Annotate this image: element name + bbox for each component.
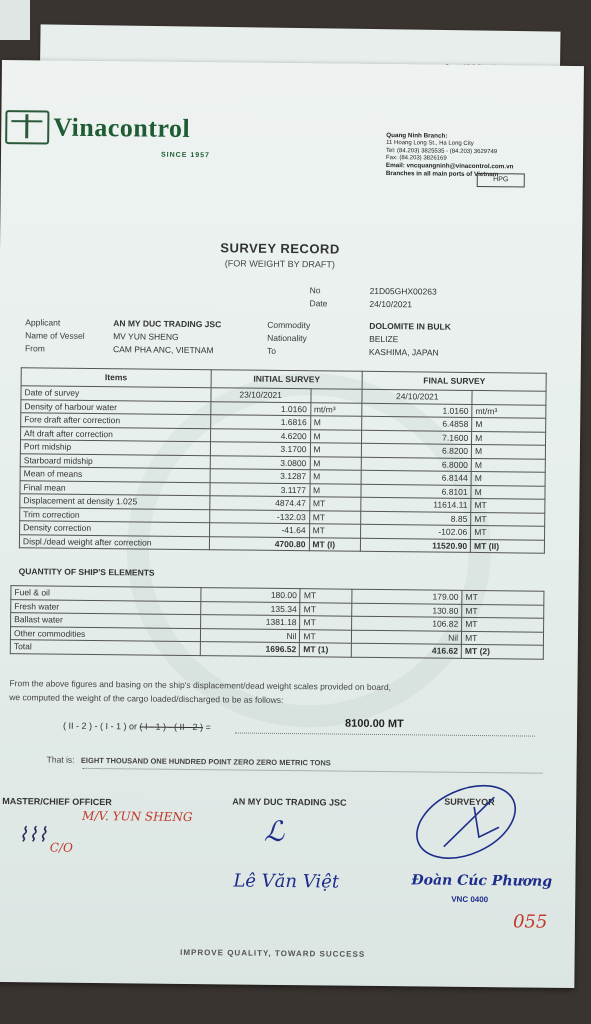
applicant-value: AN MY DUC TRADING JSC	[113, 318, 222, 330]
cell-final-value: 6.8144	[361, 470, 471, 485]
cell-item: Other commodities	[10, 626, 200, 641]
cell-final-unit: M	[471, 444, 545, 458]
margin-note: 055	[512, 911, 548, 933]
applicant-signature-label: AN MY DUC TRADING JSC	[232, 796, 347, 808]
cell-initial-unit: MT (1)	[300, 643, 352, 657]
cell-final-unit: M	[472, 431, 546, 445]
cell-initial-value: 1381.18	[200, 615, 300, 630]
surveyor-name: Đoàn Cúc Phương	[411, 872, 553, 890]
formula	[63, 721, 211, 733]
cell-initial-value: 1696.52	[200, 642, 300, 657]
cell-final-unit: MT	[462, 617, 544, 631]
cell-item: Fresh water	[11, 599, 201, 614]
conclusion-text	[9, 676, 529, 709]
formula-part-a: ( II - 2 ) - ( I - 1 ) or	[62, 720, 138, 732]
cell-item: Displ./dead weight after correction	[19, 534, 209, 549]
cell-initial-unit: M	[310, 416, 362, 430]
cell-final-unit: MT	[462, 631, 544, 645]
cell-final-value: 6.8200	[362, 443, 472, 458]
since-label: SINCE 1957	[160, 151, 210, 160]
cell-initial-value: -41.64	[209, 523, 309, 538]
cell-final-unit: M	[471, 458, 545, 472]
master-signature: ⌇⌇⌇	[17, 822, 48, 847]
cell-item: Port midship	[20, 440, 210, 455]
that-is-value: EIGHT THOUSAND ONE HUNDRED POINT ZERO ZERO METRIC TONS	[80, 755, 331, 768]
cell-final-unit: MT	[471, 512, 545, 526]
cell-initial-value: 4700.80	[209, 536, 309, 551]
cell-initial-unit: MT	[300, 602, 352, 616]
vessel-value: MV YUN SHENG	[113, 331, 179, 342]
cell-final-unit: MT (II)	[471, 539, 545, 553]
branch-address: 11 Hoang Long St., Ha Long City	[386, 140, 474, 148]
branch-email: Email: vncquangninh@vinacontrol.com.vn	[385, 162, 514, 171]
cell-final-value: 24/10/2021	[362, 389, 472, 404]
cell-item: Total	[10, 640, 200, 655]
master-label: MASTER/CHIEF OFFICER	[2, 796, 112, 808]
cell-item: Fore draft after correction	[21, 413, 211, 428]
cell-final-value: 8.85	[361, 511, 471, 526]
master-sub: C/O	[49, 840, 73, 855]
cell-final-unit: M	[472, 417, 546, 431]
cell-final-value: -102.06	[361, 524, 471, 539]
cell-final-unit: MT	[471, 525, 545, 539]
branch-fax: Fax: (84.203) 3826169	[385, 154, 447, 162]
cell-item: Trim correction	[20, 507, 210, 522]
cell-item: Displacement at density 1.025	[20, 494, 210, 509]
commodity-label: Commodity	[267, 319, 311, 331]
no-label: No	[309, 285, 321, 296]
cell-initial-value: 23/10/2021	[211, 388, 311, 403]
cell-initial-unit: MT	[300, 629, 352, 643]
applicant-name: Lê Văn Việt	[233, 870, 340, 893]
conclusion-line1: From the above figures and basing on the ship's displacement/dead weight scales provided on board,	[9, 678, 392, 693]
cell-item: Starboard midship	[20, 453, 210, 468]
cell-final-unit	[472, 390, 546, 404]
header-items: Items	[21, 368, 211, 388]
cell-final-value: 179.00	[352, 589, 462, 604]
cell-initial-value: 180.00	[200, 588, 300, 603]
result-line	[235, 732, 535, 736]
nationality-label: Nationality	[267, 332, 307, 344]
cargo-total: 8100.00 MT	[345, 717, 404, 731]
cell-initial-value: 4874.47	[210, 496, 310, 511]
words-line	[83, 768, 543, 774]
to-value: KASHIMA, JAPAN	[368, 346, 439, 358]
no-value: 21D05GHX00263	[369, 285, 437, 297]
cell-initial-value: 3.1177	[210, 482, 310, 497]
document-title: SURVEY RECORD	[220, 240, 340, 257]
that-is-label: That is:	[46, 754, 75, 765]
applicant-label: Applicant	[25, 317, 61, 328]
amount-in-words	[47, 755, 331, 768]
date-label: Date	[309, 298, 328, 309]
cell-item: Mean of means	[20, 467, 210, 482]
surveyor-signature	[404, 776, 535, 867]
cell-item: Final mean	[20, 480, 210, 495]
surveyor-label: SURVEYOR	[444, 796, 495, 808]
brand-name: Vinacontrol	[53, 112, 191, 143]
cell-final-value: 130.80	[352, 603, 462, 618]
cell-final-unit: mt/m³	[472, 404, 546, 418]
commodity-value: DOLOMITE IN BULK	[369, 320, 451, 332]
cell-final-value: 7.1600	[362, 430, 472, 445]
document-subtitle: (FOR WEIGHT BY DRAFT)	[224, 258, 336, 270]
cell-final-unit: MT	[471, 498, 545, 512]
branch-note: Branches in all main ports of Vietnam	[385, 170, 499, 179]
survey-record-page	[0, 60, 584, 988]
cell-final-unit: M	[471, 485, 545, 499]
cell-final-unit: MT	[462, 604, 544, 618]
footer-slogan: IMPROVE QUALITY, TOWARD SUCCESS	[180, 947, 366, 959]
nationality-value: BELIZE	[369, 333, 399, 345]
cell-item: Date of survey	[21, 386, 211, 401]
cell-item: Aft draft after correction	[21, 426, 211, 441]
cell-final-value: 1.0160	[362, 403, 472, 418]
cell-initial-value: 3.1700	[210, 442, 310, 457]
cell-final-unit: M	[471, 471, 545, 485]
cell-initial-unit: M	[310, 429, 362, 443]
to-label: To	[266, 345, 277, 356]
cell-initial-value: -132.03	[209, 509, 309, 524]
cell-final-value: 6.4858	[362, 416, 472, 431]
cell-initial-unit: MT	[309, 510, 361, 524]
cell-initial-unit: MT	[309, 497, 361, 511]
date-value: 24/10/2021	[369, 298, 413, 310]
survey-table	[19, 367, 547, 553]
from-value: CAM PHA ANC, VIETNAM	[112, 344, 214, 356]
scales-icon	[5, 110, 49, 144]
cell-final-value: 11520.90	[361, 538, 471, 553]
vessel-label: Name of Vessel	[25, 330, 85, 341]
cell-final-unit: MT (2)	[461, 644, 543, 658]
header-final: FINAL SURVEY	[362, 371, 546, 391]
cell-final-value: 6.8101	[361, 484, 471, 499]
cell-initial-unit: MT	[300, 589, 352, 603]
cell-initial-value: 1.0160	[211, 401, 311, 416]
cell-item: Ballast water	[11, 613, 201, 628]
master-stamp: M/V. YUN SHENG	[82, 808, 193, 825]
cell-item: Fuel & oil	[11, 586, 201, 601]
background-paper-edge	[0, 0, 30, 40]
branch-name: Quang Ninh Branch:	[386, 132, 448, 140]
cell-initial-unit: M	[310, 470, 362, 484]
cell-initial-unit	[310, 389, 362, 403]
cell-final-value: Nil	[352, 630, 462, 645]
cell-initial-value: 3.0800	[210, 455, 310, 470]
cell-initial-value: Nil	[200, 628, 300, 643]
elements-table	[10, 585, 545, 659]
cell-initial-value: 4.6200	[210, 428, 310, 443]
cell-initial-value: 1.6816	[210, 415, 310, 430]
cell-final-value: 11614.11	[361, 497, 471, 512]
cell-final-unit: MT	[462, 590, 544, 604]
vinacontrol-logo	[5, 110, 190, 146]
formula-part-b: ( I - 1 ) - ( II - 2 )	[139, 721, 204, 733]
cell-item: Density correction	[20, 521, 210, 536]
conclusion-line2: we computed the weight of the cargo loaded/discharged to be as follows:	[9, 692, 284, 705]
branch-tel: Tel: (84.203) 3825535 - (84.203) 3629749	[386, 147, 498, 155]
from-label: From	[24, 343, 45, 354]
cell-initial-unit: M	[309, 483, 361, 497]
cell-initial-value: 135.34	[200, 601, 300, 616]
cell-initial-unit: M	[310, 443, 362, 457]
cell-final-value: 416.62	[352, 643, 462, 658]
cell-final-value: 6.8000	[362, 457, 472, 472]
cell-initial-unit: M	[310, 456, 362, 470]
cell-initial-unit: mt/m³	[310, 402, 362, 416]
cell-item: Density of harbour water	[21, 399, 211, 414]
formula-equals: =	[205, 722, 211, 733]
surveyor-code: VNC 0400	[451, 894, 489, 905]
cell-initial-unit: MT	[300, 616, 352, 630]
cell-initial-unit: MT	[309, 524, 361, 538]
elements-title: QUANTITY OF SHIP'S ELEMENTS	[18, 566, 155, 578]
cell-final-value: 106.82	[352, 616, 462, 631]
applicant-signature: ℒ	[263, 814, 285, 848]
cell-initial-value: 3.1287	[210, 469, 310, 484]
header-initial: INITIAL SURVEY	[211, 370, 363, 390]
cell-initial-unit: MT (I)	[309, 537, 361, 551]
office-code-box: HPG	[477, 173, 525, 188]
